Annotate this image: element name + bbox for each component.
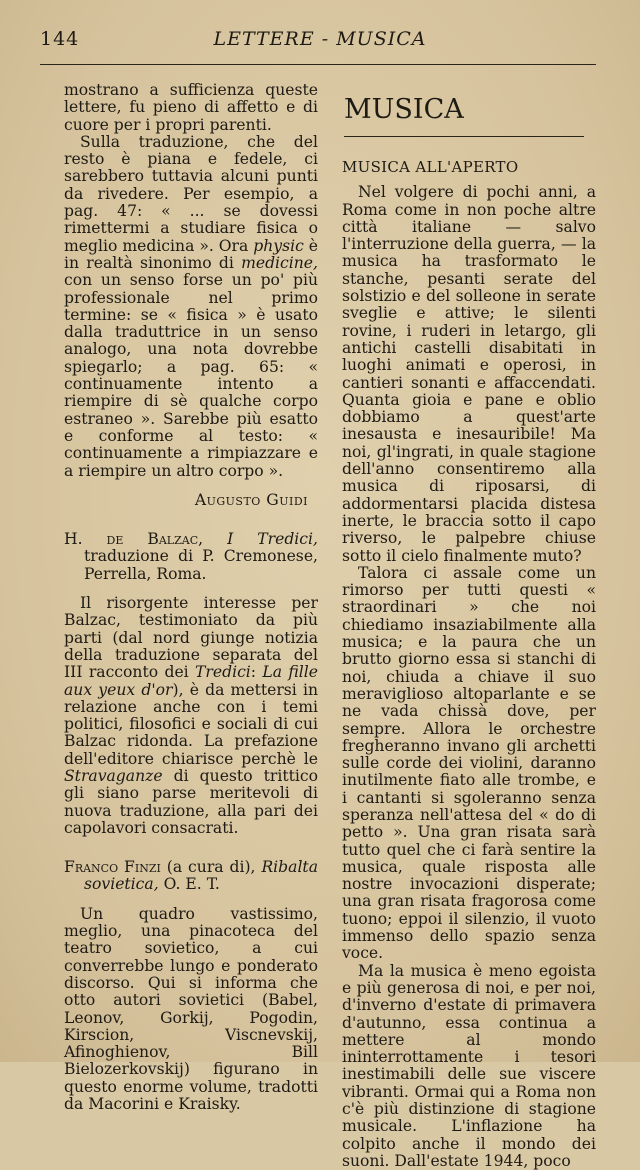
header-rule [40, 64, 596, 65]
review-signature: Augusto Guidi [194, 490, 308, 509]
paragraph-translation-notes: Sulla traduzione, che del resto è piana e fedele, ci sarebbero tuttavia alcuni punti da rivedere. Per esempio, a pag. 47: « ... se dovessi rimettermi a studiare fisica o meglio medicina ». Ora physic è in realtà sinonimo di medicine, con un senso forse un po' più professionale nel primo termine: se « fisica » è usato dalla traduttrice in un senso analogo, una nota dovrebbe spiegarlo; a pag. 65: « continuamente intento a riempire di sè qualche corpo estraneo ». Sarebbe più esatto e conforme al testo: « continuamente a rimpiazzare e a riempire un altro corpo ». [64, 132, 319, 480]
citation-finzi: Franco Finzi (a cura di), Ribalta sovietica, O. E. T. [64, 858, 318, 894]
right-column [342, 82, 596, 1170]
citation-balzac: H. de Balzac, I Tredici, traduzione di P. Cremonese, Perrella, Roma. [64, 530, 318, 583]
article-title: MUSICA ALL'APERTO [342, 158, 519, 176]
paragraph-balzac-review: Il risorgente interesse per Balzac, testimoniato da più parti (dal nord giunge notizia della traduzione separata del III racconto dei Tredici: La fille aux yeux d'or), è da mettersi in relazione anche con i temi politici, filosofici e sociali di cui Balzac ridonda. La prefazione dell'editore chiarisce perchè le Stravaganze di questo trittico gli siano parse meritevoli di nuova traduzione, alla pari dei capolavori consacrati. [64, 594, 319, 837]
section-rule [344, 136, 584, 137]
left-column [64, 82, 318, 1113]
running-header: LETTERE - MUSICA [213, 28, 427, 50]
article-paragraph-3: Ma la musica è meno egoista e più generosa di noi, e per noi, d'inverno d'estate di primavera d'autunno, essa continua a mettere al mondo ininterrottamente i tesori inestimabili delle sue viscere vibranti. Ormai qui a Roma non c'è più distinzione di stagione musicale. L'inflazione ha colpito anche il mondo dei suoni. Dall'estate 1944, poco [342, 961, 596, 1170]
article-paragraph-1: Nel volgere di pochi anni, a Roma come in non poche altre città italiane — salvo l'interruzione della guerra, — la musica ha trasformato le stanche, pesanti serate del solstizio e del solleone in serate sveglie e attive; le silenti rovine, i ruderi in letargo, gli antichi castelli disabitati in luoghi animati e operosi, in cantieri sonanti e affaccendati. Quanta gioia e pane e oblio dobbiamo a quest'arte inesausta e inesauribile! Ma noi, gl'ingrati, in quale stagione dell'anno consentiremo alla musica di riposarsi, di addormentarsi placida distesa inerte, le braccia sotto il capo riverso, le palpebre chiuse sotto il cielo finalmente muto? [342, 183, 596, 565]
article-paragraph-2: Talora ci assale come un rimorso per tutti questi « straordinari » che noi chiediamo insaziabilmente alla musica; e la paura che un brutto giorno essa si stanchi di noi, chiuda a chiave il suo meraviglioso altoparlante e se ne vada chissà dove, per sempre. Allora le orchestre fregheranno invano gli archetti sulle corde dei violini, daranno inutilmente fiato alle trombe, e i cantanti si sgoleranno senza speranza nell'attesa del « do di petto ». Una gran risata sarà tutto quel che ci farà sentire la musica, quale risposta alle nostre invocazioni disperate; una gran risata fragorosa come tuono; eppoi il silenzio, il vuoto immenso dello spazio senza voce. [342, 563, 596, 963]
paragraph-continuation: mostrano a sufficienza queste lettere, fu pieno di affetto e di cuore per i propri parenti. [64, 81, 318, 134]
paragraph-ribalta-review: Un quadro vastissimo, meglio, una pinacoteca del teatro sovietico, a cui converrebbe lungo e ponderato discorso. Qui si informa che otto autori sovietici (Babel, Leonov, Gorkij, Pogodin, Kirscion, Viscnevskij, Afinoghienov, Bill Bielozerkovskij) figurano in questo enorme volume, tradotti da Macorini e Kraisky. [64, 904, 318, 1114]
page-number: 144 [40, 28, 80, 50]
section-title: MUSICA [344, 94, 464, 125]
